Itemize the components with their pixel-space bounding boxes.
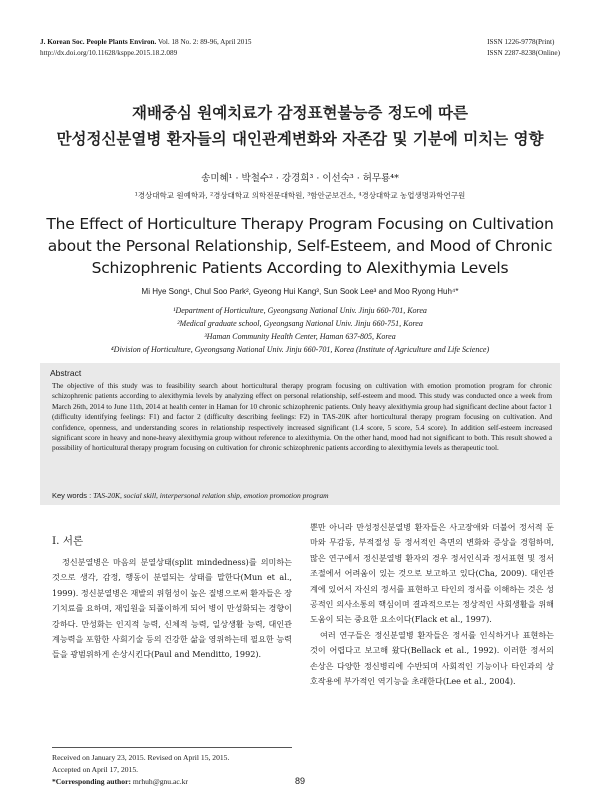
body-paragraph: 뿐만 아니라 만성정신분열병 환자들은 사고장애와 더불어 정서적 둔마와 무감동, 부적절성 등 정서적인 측면의 변화와 증상을 경험하며, 많은 연구에서 정신분열병 환자의 경우 정서인식과 정서표현 및 정서조절에서 어려움이 있는 것으로 보고하고 있다(Cha, 2009). 대인관계에 있어서 자신의 정서를 표현하고 타인의 정서를 이해하는 것은 성공적인 의사소통의 핵심이며 결과적으로는 정상적인 사회생활을 위해 도움이 되는 중요한 요소이다(Flack et al., 1997). — [310, 522, 554, 625]
doi-link[interactable]: http://dx.doi.org/10.11628/ksppe.2015.18.2.089 — [40, 49, 178, 57]
abstract-heading: Abstract — [50, 368, 82, 378]
english-affiliation-3: ³Haman Community Health Center, Haman 637-805, Korea — [204, 332, 396, 341]
english-affiliation-4: ⁴Division of Horticulture, Gyeongsang National Univ. Jinju 660-701, Korea (Institute of Agriculture and Life Science) — [110, 345, 490, 354]
body-paragraph: 여러 연구들은 정신분열병 환자들은 정서를 인식하거나 표현하는 것이 어렵다고 보고해 왔다(Bellack et al., 1992). 이러한 정서의 손상은 다양한 정신병리에 수반되며 사회적인 기능이나 타인과의 상호작용에 부가적인 역기능을 초래한다(Lee et al., 2004). — [310, 629, 554, 687]
footnote-divider — [52, 747, 292, 748]
page-number: 89 — [294, 776, 305, 786]
received-note: Received on January 23, 2015. Revised on April 15, 2015. — [52, 753, 230, 762]
english-affiliation-1: ¹Department of Horticulture, Gyeongsang National Univ. Jinju 660-701, Korea — [173, 306, 427, 315]
english-title-line-3: Schizophrenic Patients According to Alexithymia Levels — [91, 259, 509, 277]
right-column — [310, 520, 554, 689]
issn-online: ISSN 2287-8238(Online) — [487, 49, 560, 57]
corresponding-label: *Corresponding author: — [52, 777, 131, 786]
body-paragraph: 정신분열병은 마음의 분열상태(split mindedness)를 의미하는 것으로 생각, 감정, 행동이 분열되는 상태를 말한다(Mun et al., 1999). 정신분열병은 재발의 위험성이 높은 질병으로써 환자들은 장기치료를 요하며, 재입원을 되풀이하게 되어 병이 만성화되는 경향이 강하다. 만성화는 인지적 능력, 신체적 능력, 일상생활 능력, 대인관계능력을 포함한 사회기술 등의 건강한 삶을 영위하는데 필요한 능력들을 광범위하게 손상시킨다(Paul and Menditto, 1992). — [52, 557, 292, 660]
issn-block — [487, 37, 560, 59]
keywords-value: TAS-20K, social skill, interpersonal relation ship, emotion promotion program — [93, 491, 329, 500]
korean-affiliations: ¹경상대학교 원예학과, ²경상대학교 의학전문대학원, ³함안군보건소, ⁴경상대학교 농업생명과학연구원 — [134, 191, 466, 200]
corresponding-email[interactable]: mrhuh@gnu.ac.kr — [132, 777, 188, 786]
korean-title-line-2: 만성정신분열병 환자들의 대인관계변화와 자존감 및 기분에 미치는 영향 — [56, 129, 544, 148]
journal-header — [40, 37, 252, 59]
english-title-line-2: about the Personal Relationship, Self-Esteem, and Mood of Chronic — [47, 237, 553, 255]
keywords-label: Key words : — [52, 491, 92, 500]
english-affiliation-2: ²Medical graduate school, Gyeongsang National Univ. Jinju 660-751, Korea — [177, 319, 423, 328]
english-title-line-1: The Effect of Horticulture Therapy Program Focusing on Cultivation — [46, 215, 554, 233]
korean-authors: 송미혜¹ · 박철수² · 강경희³ · 이선숙³ · 허무룡⁴* — [201, 173, 399, 184]
accepted-note: Accepted on April 17, 2015. — [52, 765, 139, 774]
korean-title-line-1: 재배중심 원예치료가 감정표현불능증 정도에 따른 — [131, 103, 469, 122]
issn-print: ISSN 1226-9778(Print) — [487, 38, 555, 46]
journal-name: J. Korean Soc. People Plants Environ. — [40, 38, 157, 46]
keywords-line — [52, 491, 329, 500]
english-authors: Mi Hye Song¹, Chul Soo Park², Gyeong Hui Kang³, Sun Sook Lee³ and Moo Ryong Huh⁴* — [141, 287, 459, 296]
section-heading: Ⅰ. 서론 — [52, 535, 84, 547]
left-column — [52, 555, 292, 663]
journal-issue: Vol. 18 No. 2: 89-96, April 2015 — [158, 38, 252, 46]
abstract-text: The objective of this study was to feasibility search about horticultural therapy program focusing on cultivation with emotion promotion program for chronic schizophrenic patients according to alexithymia levels by analyzing effect on personal relationship, self-esteem and mood. This study was conducted once a week from March 26th, 2014 to June 11th, 2014 at health center in Haman for 10 chronic schizophrenic patients. Only heavy alexithymia group had significant decline about factor 1 (difficulty identifying feelings: F1) and factor 2 (difficulty describing feelings: F2) in TAS-20K after horticultural therapy program focusing on cultivation. And confidence, openness, and understanding scores in relationship respectively increased significant (1.4 score, 5 score, 5.4 score). In addition self-esteem increased significant score in heavy and none-heavy alexithymia group without reference to alexithymia. On the other hand, mood had not significant to both. This result showed a possibility of horticultural therapy program focusing on cultivation for chronic schizophrenic patients according to alexithymia levels as therapeutic tool. — [52, 381, 552, 453]
